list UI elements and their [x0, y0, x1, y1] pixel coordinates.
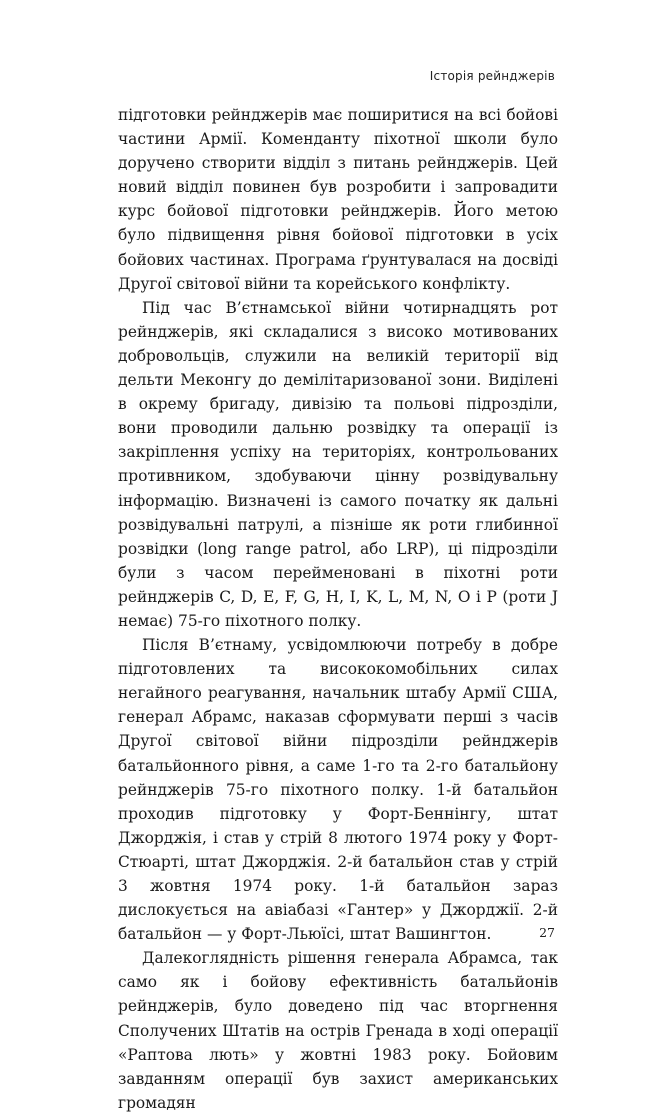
- paragraph: Після В’єтнаму, усвідомлюючи потребу в добре підготовлених та висококомобільних силах негайного реагування, начальник штабу Армії США, генерал Абрамс, наказав сформувати перші з часів Другої світової війни підрозділи рейнджерів батальйонного рівня, а саме 1-го та 2-го батальйону рейнджерів 75-го піхотного полку. 1-й батальйон проходив підготовку у Форт-Беннінгу, штат Джорджія, і став у стрій 8 лютого 1974 року у Форт-Стюарті, штат Джорджія. 2-й батальйон став у стрій 3 жовтня 1974 року. 1-й батальйон зараз дислокується на авіабазі «Гантер» у Джорджії. 2-й батальйон — у Форт-Льюїсі, штат Вашингтон.: [118, 636, 558, 944]
- paragraph: Далекоглядність рішення генерала Абрамса, так само як і бойову ефективність батальйонів рейнджерів, було доведено під час вторгнення Сполучених Штатів на острів Гренада в ході операції «Раптова лють» у жовтні 1983 року. Бойовим завданням операції був захист американських громадян: [118, 949, 558, 1112]
- page-number: 27: [539, 925, 555, 940]
- body-text: [118, 103, 558, 1115]
- paragraph: підготовки рейнджерів має поширитися на всі бойові частини Армії. Коменданту піхотної школи було доручено створити відділ з питань рейнджерів. Цей новий відділ повинен був розробити і запровадити курс бойової підготовки рейнджерів. Його метою було підвищення рівня бойової підготовки в усіх бойових частинах. Програма ґрунтувалася на досвіді Другої світової війни та корейського конфлікту.: [118, 106, 558, 293]
- running-header: Історія рейнджерів: [429, 69, 555, 83]
- paragraph: Під час В’єтнамської війни чотирнадцять рот рейнджерів, які складалися з високо мотивованих добровольців, служили на великій території від дельти Меконгу до демілітаризованої зони. Виділені в окрему бригаду, дивізію та польові підрозділи, вони проводили дальню розвідку та операції із закріплення успіху на територіях, контрольованих противником, здобуваючи цінну розвідувальну інформацію. Визначені із самого початку як дальні розвідувальні патрулі, а пізніше як роти глибинної розвідки (long range patrol, або LRP), ці підрозділи були з часом перейменовані в піхотні роти рейнджерів C, D, E, F, G, H, I, K, L, M, N, O і P (роти J немає) 75-го піхотного полку.: [118, 298, 558, 630]
